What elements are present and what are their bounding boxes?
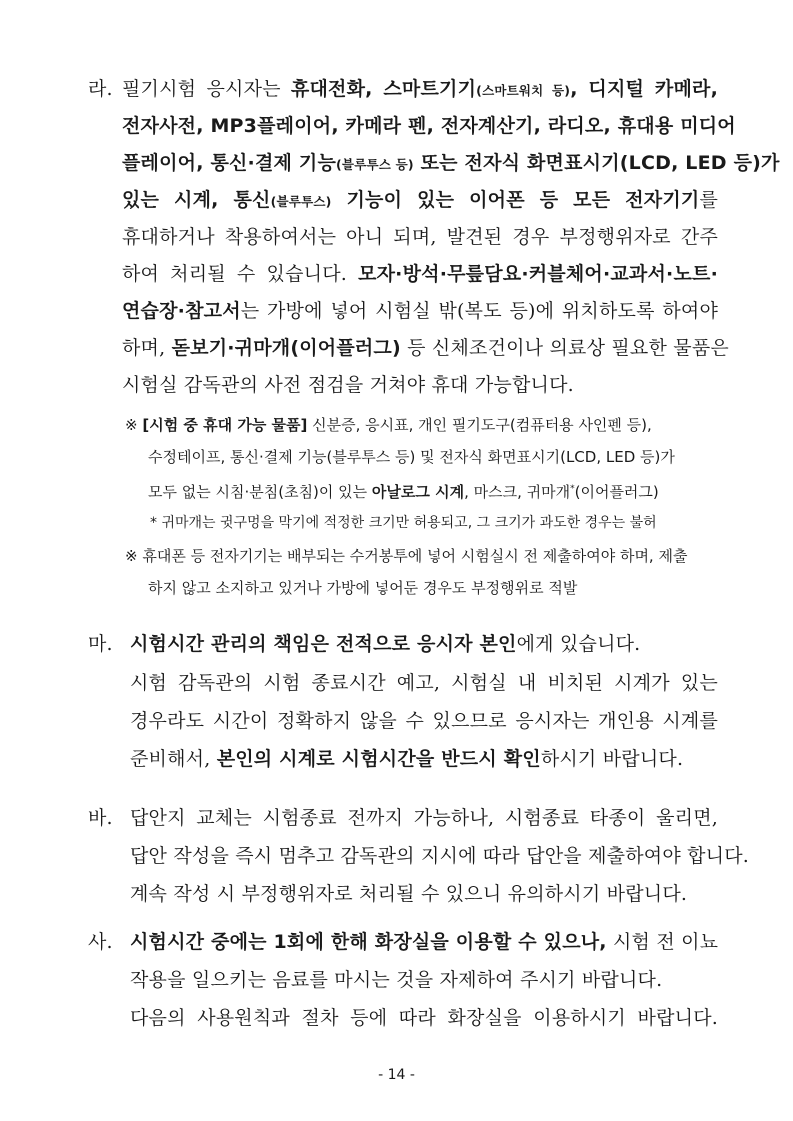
- section-ra-line-2: 전자사전, MP3플레이어, 카메라 펜, 전자계산기, 라디오, 휴대용 미디어: [122, 115, 736, 137]
- section-ra-line-1: 필기시험 응시자는 휴대전화, 스마트기기(스마트워치 등), 디지털 카메라,: [122, 78, 718, 100]
- section-ra-line-7: 연습장·참고서는 가방에 넣어 시험실 밖(복도 등)에 위치하도록 하여야: [122, 300, 718, 322]
- section-sa-line-1: 시험시간 중에는 1회에 한해 화장실을 이용할 수 있으나, 시험 전 이뇨: [130, 931, 719, 953]
- section-ra-line-8: 하며, 돋보기·귀마개(이어플러그) 등 신체조건이나 의료상 필요한 물품은: [122, 337, 729, 359]
- section-sa-line-2: 작용을 일으키는 음료를 마시는 것을 자제하여 주시기 바랍니다.: [130, 969, 663, 991]
- section-ma-line-2: 시험 감독관의 시험 종료시간 예고, 시험실 내 비치된 시계가 있는: [130, 672, 718, 694]
- section-sa-marker: 사.: [88, 931, 113, 953]
- note-2: 수정테이프, 통신·결제 기능(블루투스 등) 및 전자식 화면표시기(LCD, LED 등)가: [148, 448, 675, 466]
- section-ma-line-1: 시험시간 관리의 책임은 전적으로 응시자 본인에게 있습니다.: [130, 633, 641, 655]
- section-ra-line-6: 하여 처리될 수 있습니다. 모자·방석·무릎담요·커블체어·교과서·노트·: [122, 263, 718, 285]
- section-ra-marker: 라.: [88, 78, 113, 100]
- section-ba-line-1: 답안지 교체는 시험종료 전까지 가능하나, 시험종료 타종이 울리면,: [130, 807, 718, 829]
- note-3: 모두 없는 시침·분침(초침)이 있는 아날로그 시계, 마스크, 귀마개*(이어플러그): [148, 483, 659, 501]
- section-ba-line-3: 계속 작성 시 부정행위자로 처리될 수 있으니 유의하시기 바랍니다.: [130, 883, 688, 905]
- page-number: - 14 -: [378, 1067, 415, 1083]
- section-ma-line-3: 경우라도 시간이 정확하지 않을 수 있으므로 응시자는 개인용 시계를: [130, 710, 718, 732]
- note-6: 하지 않고 소지하고 있거나 가방에 넣어둔 경우도 부정행위로 적발: [148, 579, 578, 597]
- section-ra-line-3: 플레이어, 통신·결제 기능(블루투스 등) 또는 전자식 화면표시기(LCD, LED 등)가: [122, 152, 780, 174]
- section-ba-marker: 바.: [88, 807, 113, 829]
- section-ma-marker: 마.: [88, 633, 113, 655]
- section-ra-line-4: 있는 시계, 통신(블루투스) 기능이 있는 이어폰 등 모든 전자기기를: [122, 189, 718, 211]
- section-ma-line-4: 준비해서, 본인의 시계로 시험시간을 반드시 확인하시기 바랍니다.: [130, 748, 684, 770]
- section-sa-line-3: 다음의 사용원칙과 절차 등에 따라 화장실을 이용하시기 바랍니다.: [130, 1007, 718, 1029]
- note-1: ※ [시험 중 휴대 가능 물품] 신분증, 응시표, 개인 필기도구(컴퓨터용 사인펜 등),: [125, 416, 652, 434]
- section-ra-line-9: 시험실 감독관의 사전 점검을 거쳐야 휴대 가능합니다.: [122, 374, 574, 396]
- note-5: ※ 휴대폰 등 전자기기는 배부되는 수거봉투에 넣어 시험실시 전 제출하여야 하며, 제출: [125, 547, 688, 565]
- note-4: * 귀마개는 귓구멍을 막기에 적정한 크기만 허용되고, 그 크기가 과도한 경우는 불허: [150, 515, 657, 531]
- section-ba-line-2: 답안 작성을 즉시 멈추고 감독관의 지시에 따라 답안을 제출하여야 합니다.: [130, 845, 750, 867]
- section-ra-line-5: 휴대하거나 착용하여서는 아니 되며, 발견된 경우 부정행위자로 간주: [122, 226, 718, 248]
